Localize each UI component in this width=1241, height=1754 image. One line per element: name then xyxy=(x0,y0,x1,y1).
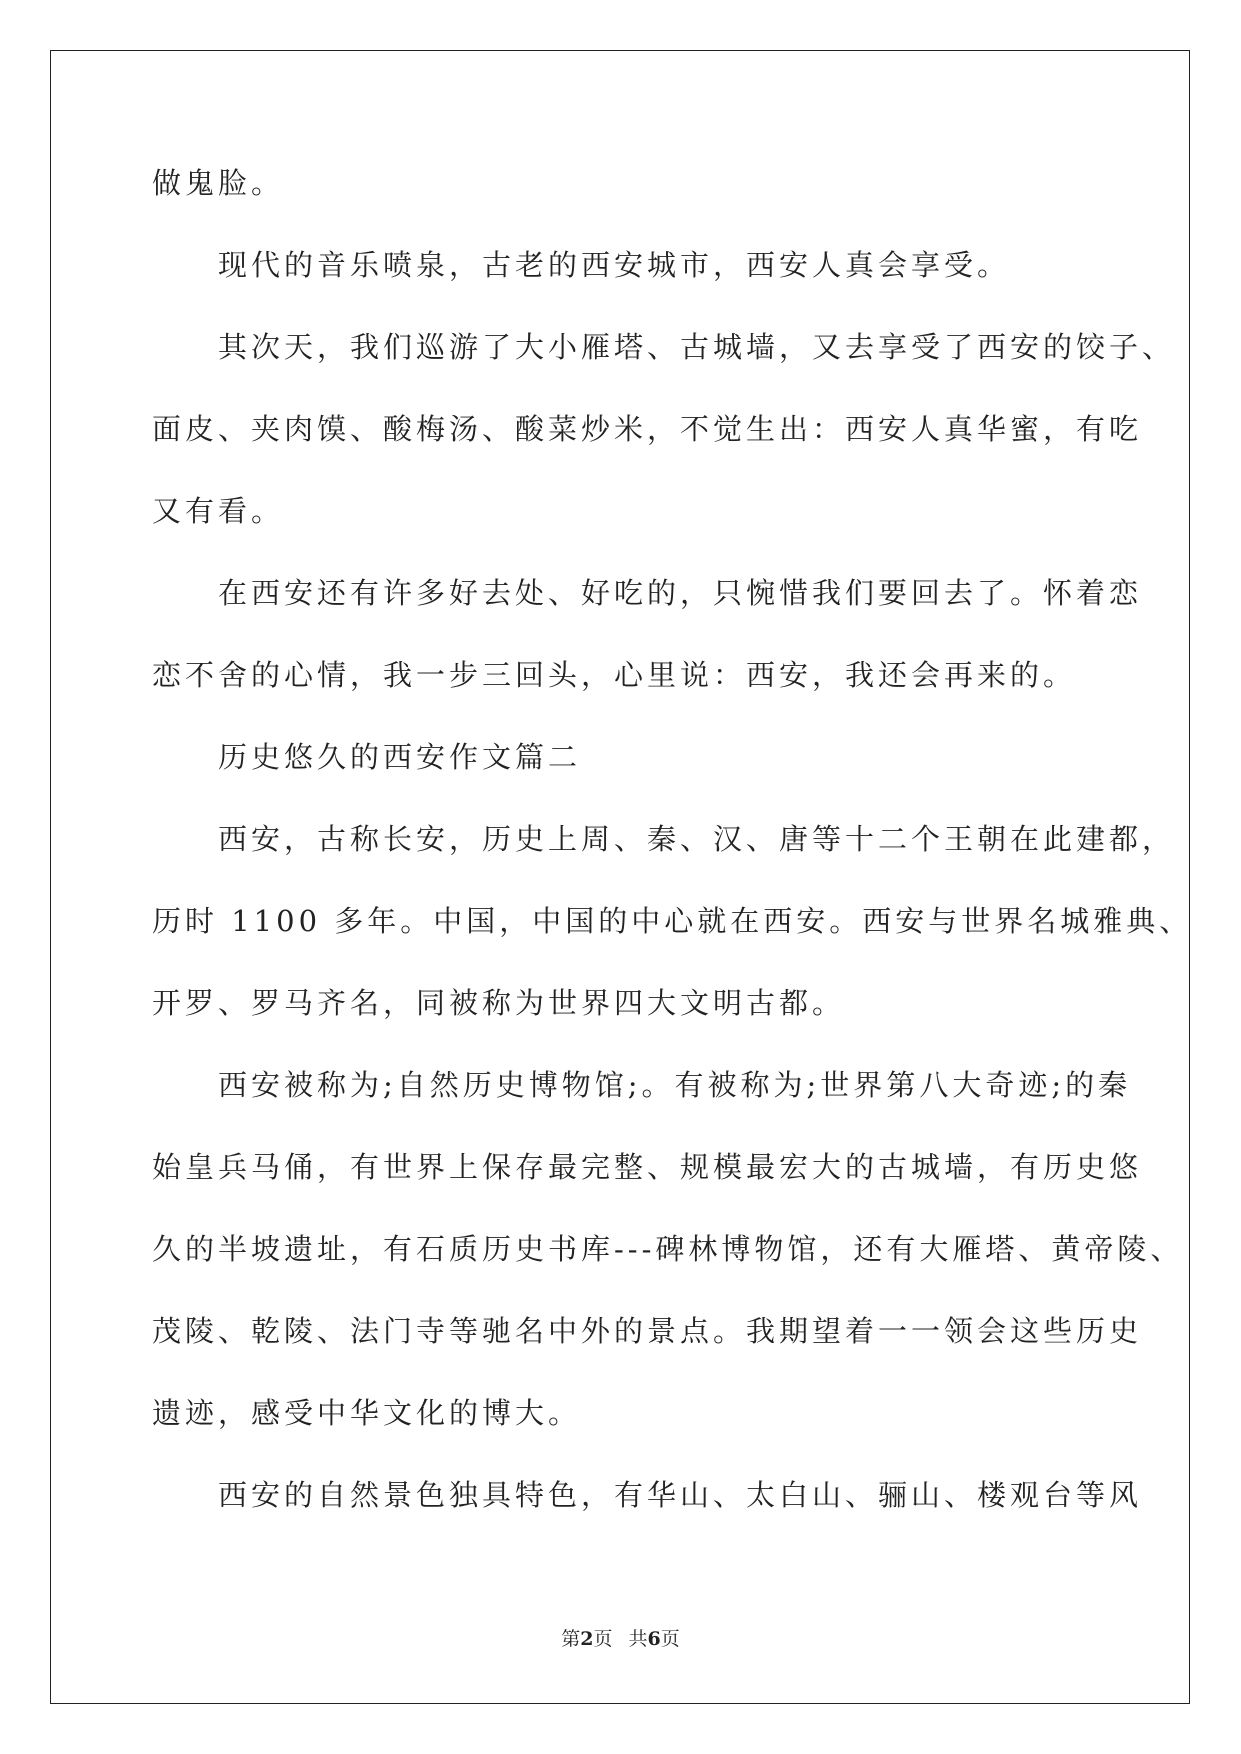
text-line: 现代的音乐喷泉，古老的西安城市，西安人真会享受。 xyxy=(152,248,1011,282)
text-line: 久的半坡遗址，有石质历史书库---碑林博物馆，还有大雁塔、黄帝陵、 xyxy=(152,1232,1184,1266)
page-number: 2 xyxy=(580,1628,594,1650)
total-prefix: 共 xyxy=(628,1628,648,1650)
text-line: 始皇兵马俑，有世界上保存最完整、规模最宏大的古城墙，有历史悠 xyxy=(152,1150,1143,1184)
text-line: 西安，古称长安，历史上周、秦、汉、唐等十二个王朝在此建都， xyxy=(152,822,1176,856)
text-line: 历时 1100 多年。中国，中国的中心就在西安。西安与世界名城雅典、 xyxy=(152,904,1193,938)
text-line: 开罗、罗马齐名，同被称为世界四大文明古都。 xyxy=(152,986,846,1020)
text-line: 又有看。 xyxy=(152,494,285,528)
page-prefix: 第 xyxy=(561,1628,581,1650)
text-line: 面皮、夹肉馍、酸梅汤、酸菜炒米，不觉生出：西安人真华蜜，有吃 xyxy=(152,412,1143,446)
total-suffix: 页 xyxy=(660,1628,680,1650)
text-line: 在西安还有许多好去处、好吃的，只惋惜我们要回去了。怀着恋 xyxy=(152,576,1143,610)
page-suffix: 页 xyxy=(593,1628,613,1650)
text-line: 其次天，我们巡游了大小雁塔、古城墙，又去享受了西安的饺子、 xyxy=(152,330,1176,364)
text-line: 茂陵、乾陵、法门寺等驰名中外的景点。我期望着一一领会这些历史 xyxy=(152,1314,1143,1348)
text-line: 遗迹，感受中华文化的博大。 xyxy=(152,1396,582,1430)
total-pages: 6 xyxy=(647,1628,661,1650)
section-heading: 历史悠久的西安作文篇二 xyxy=(152,740,582,774)
text-line: 西安被称为;自然历史博物馆;。有被称为;世界第八大奇迹;的秦 xyxy=(152,1068,1132,1102)
document-body xyxy=(152,163,1193,1557)
text-line: 恋不舍的心情，我一步三回头，心里说：西安，我还会再来的。 xyxy=(152,658,1077,692)
text-line: 西安的自然景色独具特色，有华山、太白山、骊山、楼观台等风 xyxy=(152,1478,1143,1512)
text-line: 做鬼脸。 xyxy=(152,166,285,200)
page-footer xyxy=(0,1627,1241,1651)
